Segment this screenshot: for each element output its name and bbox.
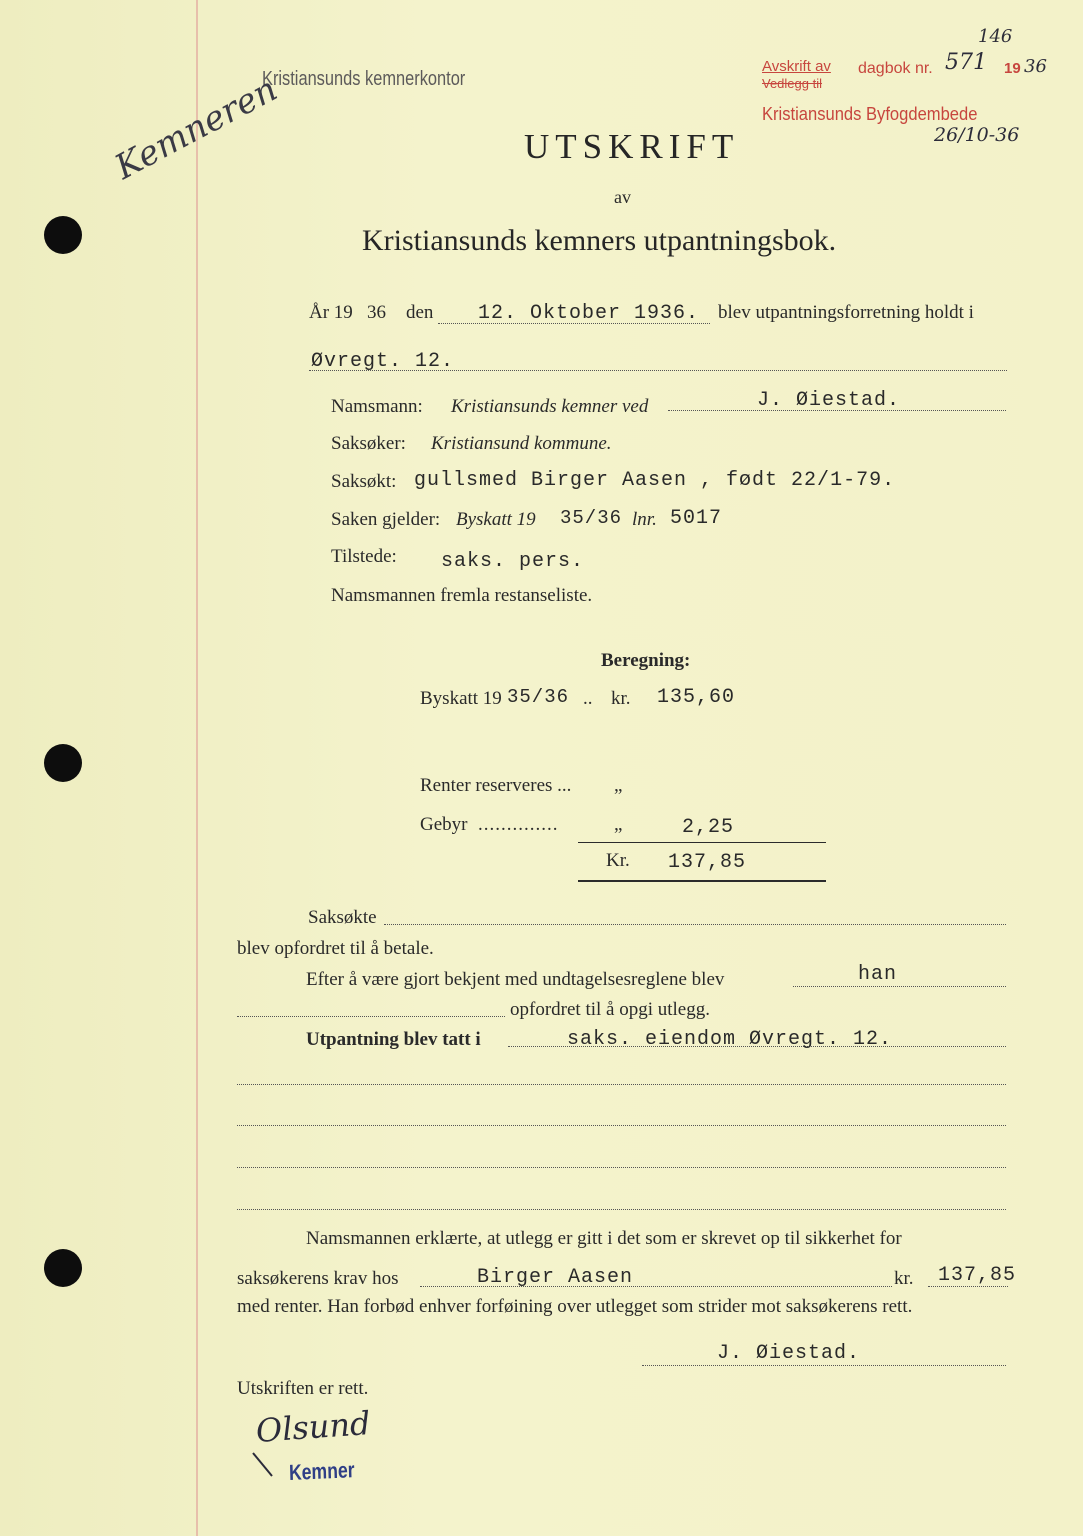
forretning-date: 12. Oktober 1936.	[478, 302, 700, 325]
stamp-dagbok-number: 571	[945, 50, 987, 75]
restanseliste-text: Namsmannen fremla restanseliste.	[331, 585, 593, 606]
kemner-stamp: Kemner	[288, 1457, 355, 1485]
byskatt-year: 35/36	[507, 686, 570, 708]
namsmann-label: Namsmann:	[331, 396, 423, 417]
gebyr-dots: ..............	[478, 814, 559, 835]
margin-handwriting: Kemneren	[108, 69, 284, 188]
namsmann-value: Kristiansunds kemner ved	[451, 396, 649, 417]
dotted-line	[237, 1125, 1006, 1126]
gjelder-value: Byskatt 19	[456, 509, 536, 530]
renter-label: Renter reserveres ...	[420, 775, 572, 796]
namsmann-name: J. Øiestad.	[757, 389, 901, 412]
krav-label: saksøkerens krav hos	[237, 1268, 399, 1289]
utpantning-value: saks. eiendom Øvregt. 12.	[567, 1028, 893, 1051]
tilstede-value: saks. pers.	[441, 550, 585, 573]
gjelder-number: 5017	[670, 507, 723, 530]
utpantning-label: Utpantning blev tatt i	[306, 1029, 481, 1050]
han-value: han	[858, 963, 898, 986]
byskatt-label: Byskatt 19	[420, 688, 502, 709]
krav-name: Birger Aasen	[477, 1266, 634, 1289]
saksoker-value: Kristiansund kommune.	[431, 433, 612, 454]
stamp-vedlegg: Vedlegg til	[762, 76, 822, 91]
erklaering-line1: Namsmannen erklærte, at utlegg er gitt i det som er skrevet op til sikkerhet for	[306, 1228, 902, 1249]
forretning-place: Øvregt. 12.	[311, 350, 455, 373]
saksokte-label: Saksøkte	[308, 907, 377, 928]
gjelder-year: 35/36	[560, 507, 623, 529]
document-subtitle: Kristiansunds kemners utpantningsbok.	[362, 224, 837, 257]
krav-amount: 137,85	[938, 1264, 1017, 1287]
page-number: 146	[978, 26, 1013, 47]
total-rule	[578, 880, 826, 882]
total-amount: 137,85	[668, 851, 747, 874]
gjelder-lnr: lnr.	[632, 509, 657, 530]
gebyr-amount: 2,25	[682, 816, 735, 839]
saksoker-label: Saksøker:	[331, 433, 406, 454]
punch-hole	[44, 744, 82, 782]
stamp-dagbok-label: dagbok nr.	[858, 60, 933, 77]
krav-kr: kr.	[894, 1268, 914, 1289]
saksokt-value: gullsmed Birger Aasen , født 22/1-79.	[414, 469, 896, 492]
dotted-line	[384, 924, 1006, 925]
typed-signature: J. Øiestad.	[717, 1342, 861, 1365]
dotted-line	[237, 1209, 1006, 1210]
document-title: UTSKRIFT	[524, 127, 740, 166]
beregning-heading: Beregning:	[601, 650, 691, 671]
punch-hole	[44, 1249, 82, 1287]
gebyr-label: Gebyr	[420, 814, 468, 835]
dotted-line	[237, 1016, 505, 1017]
year-label: År 19	[309, 302, 353, 323]
tilstede-label: Tilstede:	[331, 546, 397, 567]
handwritten-signature: Olsund	[254, 1404, 372, 1450]
office-stamp: Kristiansunds kemnerkontor	[262, 68, 466, 90]
dotted-line	[237, 1167, 1006, 1168]
efter-text: Efter å være gjort bekjent med undtagelsesreglene blev	[306, 969, 725, 990]
signature-stroke	[250, 1450, 280, 1480]
total-label: Kr.	[606, 850, 630, 871]
dotted-line	[642, 1365, 1006, 1366]
opfordret-betale: blev opfordret til å betale.	[237, 938, 434, 959]
stamp-year-printed: 19	[1004, 60, 1021, 77]
punch-hole	[44, 216, 82, 254]
stamp-date: 26/10-36	[934, 124, 1020, 146]
opgi-text: opfordret til å opgi utlegg.	[510, 999, 710, 1020]
stamp-avskrift: Avskrift av	[762, 58, 831, 75]
den-label: den	[406, 302, 434, 323]
stamp-year-hand: 36	[1024, 56, 1047, 77]
saksokt-label: Saksøkt:	[331, 471, 397, 492]
gebyr-mark: „	[614, 814, 623, 835]
stamp-court: Kristiansunds Byfogdembede	[762, 104, 978, 124]
erklaering-line3: med renter. Han forbød enhver forføining over utlegget som strider mot saksøkerens rett.	[237, 1296, 913, 1317]
byskatt-dots: ..	[583, 688, 593, 709]
margin-rule	[196, 0, 198, 1536]
sum-rule	[578, 842, 826, 843]
byskatt-amount: 135,60	[657, 686, 736, 709]
gjelder-label: Saken gjelder:	[331, 509, 441, 530]
dotted-line	[793, 986, 1006, 987]
year-value: 36	[367, 302, 386, 323]
utskrift-rett: Utskriften er rett.	[237, 1378, 369, 1399]
byskatt-kr: kr.	[611, 688, 631, 709]
holdt-text: blev utpantningsforretning holdt i	[718, 302, 974, 323]
dotted-line	[237, 1084, 1006, 1085]
title-av: av	[614, 187, 631, 207]
renter-mark: „	[614, 775, 623, 796]
